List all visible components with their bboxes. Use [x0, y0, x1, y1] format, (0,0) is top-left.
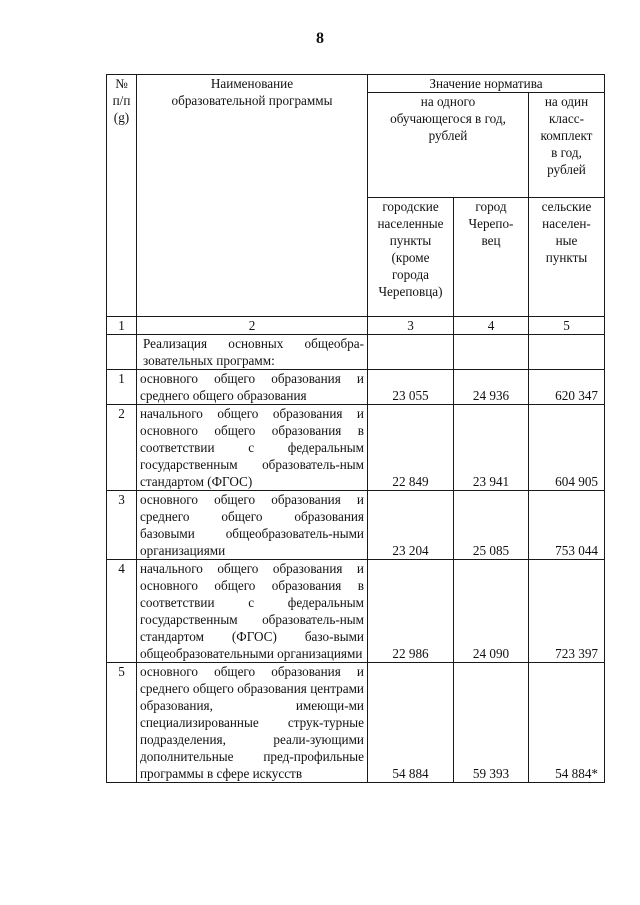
row-number: 5 — [107, 663, 137, 783]
column-number-row — [107, 317, 605, 335]
value-cherepovets: 59 393 — [454, 663, 529, 783]
norm-table — [106, 74, 605, 783]
table-row — [107, 491, 605, 560]
program-name: основного общего образования и среднего общего образования центрами образования, имеющи-ми специализированные струк-турные подразделения, реали-зующими дополнительные пред-профильные программы в сфере искусств — [137, 663, 368, 783]
table-row — [107, 560, 605, 663]
row-number: 1 — [107, 370, 137, 405]
header-no: № п/п (g) — [107, 75, 137, 317]
value-urban: 23 204 — [368, 491, 454, 560]
value-urban: 22 849 — [368, 405, 454, 491]
program-name: основного общего образования и среднего общего образования — [137, 370, 368, 405]
header-per-student: на одного обучающегося в год, рублей — [368, 93, 529, 198]
column-number: 2 — [137, 317, 368, 335]
value-rural: 604 905 — [529, 405, 605, 491]
header-program-name: Наименование образовательной программы — [137, 75, 368, 317]
page-number: 8 — [316, 30, 324, 47]
table-row — [107, 370, 605, 405]
section-no-cell — [107, 335, 137, 370]
header-urban: городские населенные пункты (кроме города Череповца) — [368, 198, 454, 317]
value-cherepovets: 25 085 — [454, 491, 529, 560]
column-number: 1 — [107, 317, 137, 335]
value-rural: 723 397 — [529, 560, 605, 663]
value-rural: 753 044 — [529, 491, 605, 560]
value-cherepovets: 24 090 — [454, 560, 529, 663]
value-cherepovets: 24 936 — [454, 370, 529, 405]
row-number: 4 — [107, 560, 137, 663]
value-urban: 22 986 — [368, 560, 454, 663]
column-number: 3 — [368, 317, 454, 335]
value-urban: 23 055 — [368, 370, 454, 405]
row-number: 3 — [107, 491, 137, 560]
header-per-class: на один класс- комплект в год, рублей — [529, 93, 605, 198]
value-rural: 54 884* — [529, 663, 605, 783]
empty-cell — [368, 335, 454, 370]
column-number: 5 — [529, 317, 605, 335]
program-name: начального общего образования и основного общего образования в соответствии с федеральным государственным образователь-ным стандартом (ФГОС) базо-выми общеобразовательными организациями — [137, 560, 368, 663]
section-title: Реализация основных общеобра-зовательных программ: — [137, 335, 368, 370]
value-rural: 620 347 — [529, 370, 605, 405]
header-norm-value: Значение норматива — [368, 75, 605, 93]
value-cherepovets: 23 941 — [454, 405, 529, 491]
column-number: 4 — [454, 317, 529, 335]
empty-cell — [529, 335, 605, 370]
row-number: 2 — [107, 405, 137, 491]
header-rural: сельские населен- ные пункты — [529, 198, 605, 317]
empty-cell — [454, 335, 529, 370]
header-row-1 — [107, 75, 605, 93]
section-title-row — [107, 335, 605, 370]
value-urban: 54 884 — [368, 663, 454, 783]
program-name: начального общего образования и основного общего образования в соответствии с федеральным государственным образователь-ным стандартом (ФГОС) — [137, 405, 368, 491]
table-row — [107, 663, 605, 783]
program-name: основного общего образования и среднего общего образования базовыми общеобразователь-ными организациями — [137, 491, 368, 560]
table-row — [107, 405, 605, 491]
header-cherepovets: город Черепо- вец — [454, 198, 529, 317]
